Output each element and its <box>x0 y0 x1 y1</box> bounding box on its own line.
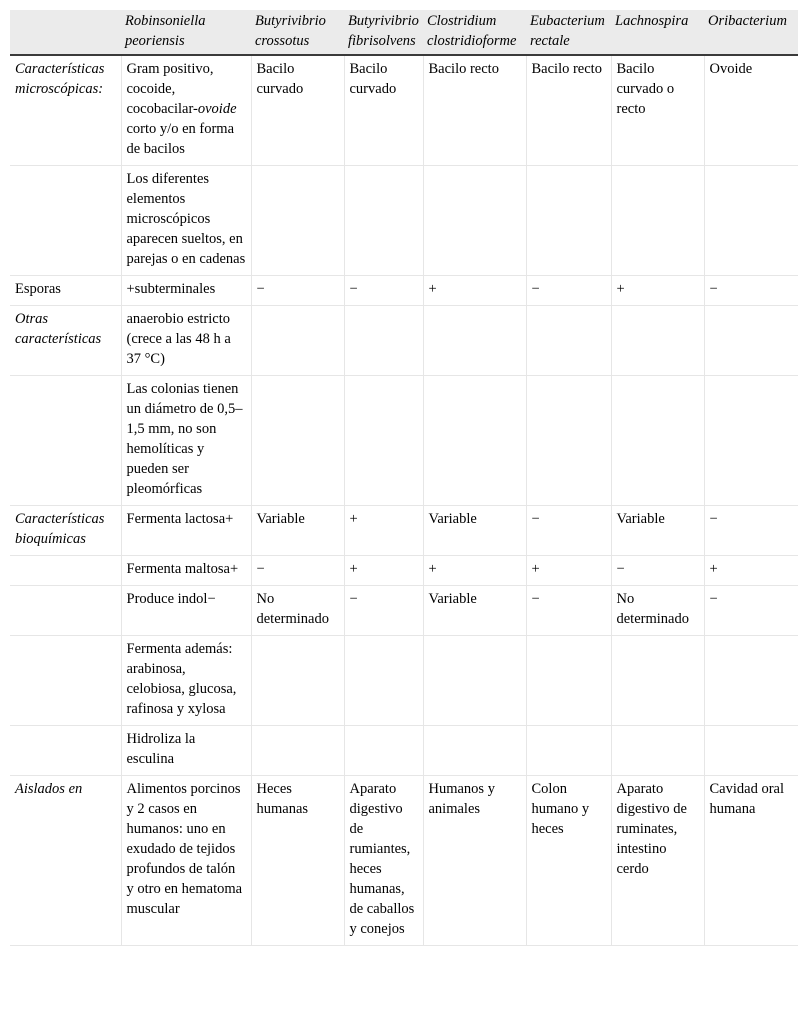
table-row <box>10 166 798 276</box>
table-cell: Fermenta maltosa+ <box>121 556 251 586</box>
table-cell: No determinado <box>611 586 704 636</box>
table-cell <box>704 166 798 276</box>
table-cell <box>611 166 704 276</box>
table-cell <box>526 376 611 506</box>
table-cell <box>526 726 611 776</box>
table-row <box>10 636 798 726</box>
table-cell: Humanos y animales <box>423 776 526 946</box>
table-cell: Aparato digestivo de ruminates, intestino cerdo <box>611 776 704 946</box>
table-row <box>10 276 798 306</box>
table-cell <box>423 726 526 776</box>
table-cell <box>704 376 798 506</box>
table-row <box>10 376 798 506</box>
table-cell: Variable <box>251 506 344 556</box>
table-cell: + <box>344 506 423 556</box>
row-label: Características bioquímicas <box>10 506 121 556</box>
table-cell: Ovoide <box>704 55 798 166</box>
table-cell: Variable <box>423 506 526 556</box>
header-butyrivibrio-crossotus: Butyrivibrio crossotus <box>255 13 326 49</box>
table-cell: + <box>344 556 423 586</box>
table-cell: − <box>251 556 344 586</box>
table-cell <box>251 166 344 276</box>
table-cell <box>611 376 704 506</box>
table-cell: + <box>611 276 704 306</box>
table-cell <box>526 306 611 376</box>
table-cell <box>251 376 344 506</box>
table-cell <box>423 636 526 726</box>
table-cell <box>423 306 526 376</box>
table-cell: Heces humanas <box>251 776 344 946</box>
table-cell: − <box>704 586 798 636</box>
table-cell: − <box>704 506 798 556</box>
row-label <box>10 586 121 636</box>
table-cell: Variable <box>423 586 526 636</box>
table-cell: Variable <box>611 506 704 556</box>
row-label: Características microscópicas: <box>10 55 121 166</box>
table-cell: Alimentos porcinos y 2 casos en humanos: uno en exudado de tejidos profundos de talón y otro en hematoma muscular <box>121 776 251 946</box>
table-cell <box>344 166 423 276</box>
row-label <box>10 376 121 506</box>
table-row <box>10 776 798 946</box>
table-row <box>10 726 798 776</box>
table-cell <box>526 166 611 276</box>
table-cell: Colon humano y heces <box>526 776 611 946</box>
table-cell <box>344 636 423 726</box>
table-cell <box>423 376 526 506</box>
table-cell <box>251 726 344 776</box>
table-row <box>10 556 798 586</box>
table-cell: Aparato digestivo de rumiantes, heces humanas, de caballos y conejos <box>344 776 423 946</box>
header-eubacterium: Eubacterium rectale <box>530 13 605 49</box>
table-cell <box>611 306 704 376</box>
comparison-table <box>10 10 798 946</box>
table-cell: Fermenta lactosa+ <box>121 506 251 556</box>
header-oribacterium: Oribacterium <box>708 13 787 29</box>
table-cell: − <box>526 276 611 306</box>
table-cell <box>611 636 704 726</box>
table-cell: Bacilo curvado o recto <box>611 55 704 166</box>
table-row <box>10 586 798 636</box>
table-cell <box>251 306 344 376</box>
table-row <box>10 306 798 376</box>
table-cell: + <box>704 556 798 586</box>
table-cell: − <box>704 276 798 306</box>
table-row <box>10 55 798 166</box>
table-cell <box>344 376 423 506</box>
table-cell: No determinado <box>251 586 344 636</box>
header-robinsoniella: Robinsoniella peoriensis <box>125 13 206 49</box>
table-cell: − <box>526 586 611 636</box>
table-cell: + <box>526 556 611 586</box>
table-cell: − <box>344 276 423 306</box>
table-cell <box>704 306 798 376</box>
table-cell: − <box>526 506 611 556</box>
table-cell: Fermenta además: arabinosa, celobiosa, glucosa, rafinosa y xylosa <box>121 636 251 726</box>
table-cell: Cavidad oral humana <box>704 776 798 946</box>
table-cell: Bacilo curvado <box>344 55 423 166</box>
header-clostridium: Clostridium clostridioforme <box>427 13 517 49</box>
table-cell <box>251 636 344 726</box>
row-label: Otras características <box>10 306 121 376</box>
row-label <box>10 636 121 726</box>
header-lachnospira: Lachnospira <box>615 13 689 29</box>
table-cell: Bacilo recto <box>423 55 526 166</box>
table-cell: +subterminales <box>121 276 251 306</box>
table-cell: − <box>251 276 344 306</box>
table-cell: − <box>611 556 704 586</box>
table-cell <box>704 636 798 726</box>
table-cell: − <box>344 586 423 636</box>
table-cell <box>526 636 611 726</box>
table-cell: Bacilo recto <box>526 55 611 166</box>
row-label <box>10 556 121 586</box>
table-cell: Produce indol− <box>121 586 251 636</box>
table-cell: Gram positivo, cocoide, cocobacilar-ovoide corto y/o en forma de bacilos <box>121 55 251 166</box>
header-butyrivibrio-fibrisolvens: Butyrivibrio fibrisolvens <box>348 13 419 49</box>
table-cell <box>611 726 704 776</box>
table-cell: + <box>423 556 526 586</box>
table-cell <box>344 306 423 376</box>
table-cell <box>344 726 423 776</box>
table-cell: Hidroliza la esculina <box>121 726 251 776</box>
table-cell <box>423 166 526 276</box>
table-cell: anaerobio estricto (crece a las 48 h a 37 °C) <box>121 306 251 376</box>
table-header-row <box>10 10 798 55</box>
header-empty <box>10 10 121 55</box>
row-label <box>10 166 121 276</box>
row-label: Esporas <box>10 276 121 306</box>
table-row <box>10 506 798 556</box>
table-cell: Los diferentes elementos microscópicos aparecen sueltos, en parejas o en cadenas <box>121 166 251 276</box>
table-cell <box>704 726 798 776</box>
row-label <box>10 726 121 776</box>
table-cell: Bacilo curvado <box>251 55 344 166</box>
table-cell: Las colonias tienen un diámetro de 0,5–1,5 mm, no son hemolíticas y pueden ser pleomórficas <box>121 376 251 506</box>
table-cell: + <box>423 276 526 306</box>
row-label: Aislados en <box>10 776 121 946</box>
